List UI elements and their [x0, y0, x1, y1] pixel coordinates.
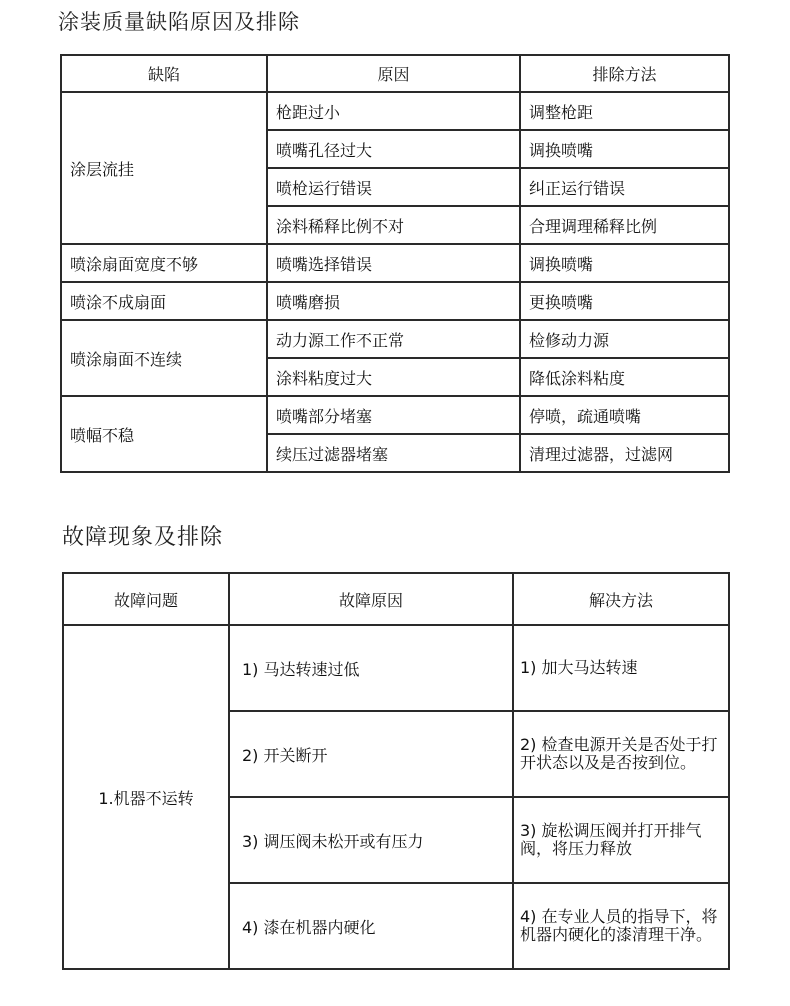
reason-cell: 喷嘴孔径过大 — [267, 130, 520, 168]
fix-cell: 清理过滤器，过滤网 — [520, 434, 729, 472]
fix-cell: 纠正运行错误 — [520, 168, 729, 206]
col-header-problem: 故障问题 — [63, 573, 229, 625]
defect-cell: 涂层流挂 — [61, 92, 267, 244]
defect-cell: 喷幅不稳 — [61, 396, 267, 472]
solution-cell: 2) 检查电源开关是否处于打开状态以及是否按到位。 — [513, 711, 729, 797]
cause-cell: 1) 马达转速过低 — [229, 625, 513, 711]
fix-cell: 检修动力源 — [520, 320, 729, 358]
reason-cell: 喷枪运行错误 — [267, 168, 520, 206]
problem-cell: 1.机器不运转 — [63, 625, 229, 969]
reason-cell: 涂料粘度过大 — [267, 358, 520, 396]
cause-cell: 3) 调压阀未松开或有压力 — [229, 797, 513, 883]
section1-title: 涂装质量缺陷原因及排除 — [58, 10, 300, 34]
cause-cell: 2) 开关断开 — [229, 711, 513, 797]
reason-cell: 续压过滤器堵塞 — [267, 434, 520, 472]
reason-cell: 涂料稀释比例不对 — [267, 206, 520, 244]
fault-table — [62, 572, 730, 970]
defect-table — [60, 54, 730, 473]
table-header-row — [63, 573, 729, 625]
fix-cell: 降低涂料粘度 — [520, 358, 729, 396]
defect-cell: 喷涂扇面不连续 — [61, 320, 267, 396]
col-header-defect: 缺陷 — [61, 55, 267, 92]
solution-cell: 3) 旋松调压阀并打开排气阀，将压力释放 — [513, 797, 729, 883]
fix-cell: 停喷，疏通喷嘴 — [520, 396, 729, 434]
col-header-solution: 解决方法 — [513, 573, 729, 625]
fix-cell: 调换喷嘴 — [520, 130, 729, 168]
col-header-fix: 排除方法 — [520, 55, 729, 92]
table-header-row — [61, 55, 729, 92]
section2-title: 故障现象及排除 — [62, 525, 224, 550]
table-row — [61, 244, 729, 282]
reason-cell: 枪距过小 — [267, 92, 520, 130]
table-row — [61, 92, 729, 130]
reason-cell: 喷嘴选择错误 — [267, 244, 520, 282]
col-header-reason: 原因 — [267, 55, 520, 92]
defect-cell: 喷涂不成扇面 — [61, 282, 267, 320]
reason-cell: 动力源工作不正常 — [267, 320, 520, 358]
fix-cell: 更换喷嘴 — [520, 282, 729, 320]
fix-cell: 调换喷嘴 — [520, 244, 729, 282]
fix-cell: 调整枪距 — [520, 92, 729, 130]
reason-cell: 喷嘴磨损 — [267, 282, 520, 320]
col-header-cause: 故障原因 — [229, 573, 513, 625]
defect-cell: 喷涂扇面宽度不够 — [61, 244, 267, 282]
table-row — [61, 396, 729, 434]
table-row — [61, 320, 729, 358]
solution-cell: 1) 加大马达转速 — [513, 625, 729, 711]
reason-cell: 喷嘴部分堵塞 — [267, 396, 520, 434]
table-row — [63, 625, 729, 711]
solution-cell: 4) 在专业人员的指导下，将机器内硬化的漆清理干净。 — [513, 883, 729, 969]
table-row — [61, 282, 729, 320]
fix-cell: 合理调理稀释比例 — [520, 206, 729, 244]
cause-cell: 4) 漆在机器内硬化 — [229, 883, 513, 969]
